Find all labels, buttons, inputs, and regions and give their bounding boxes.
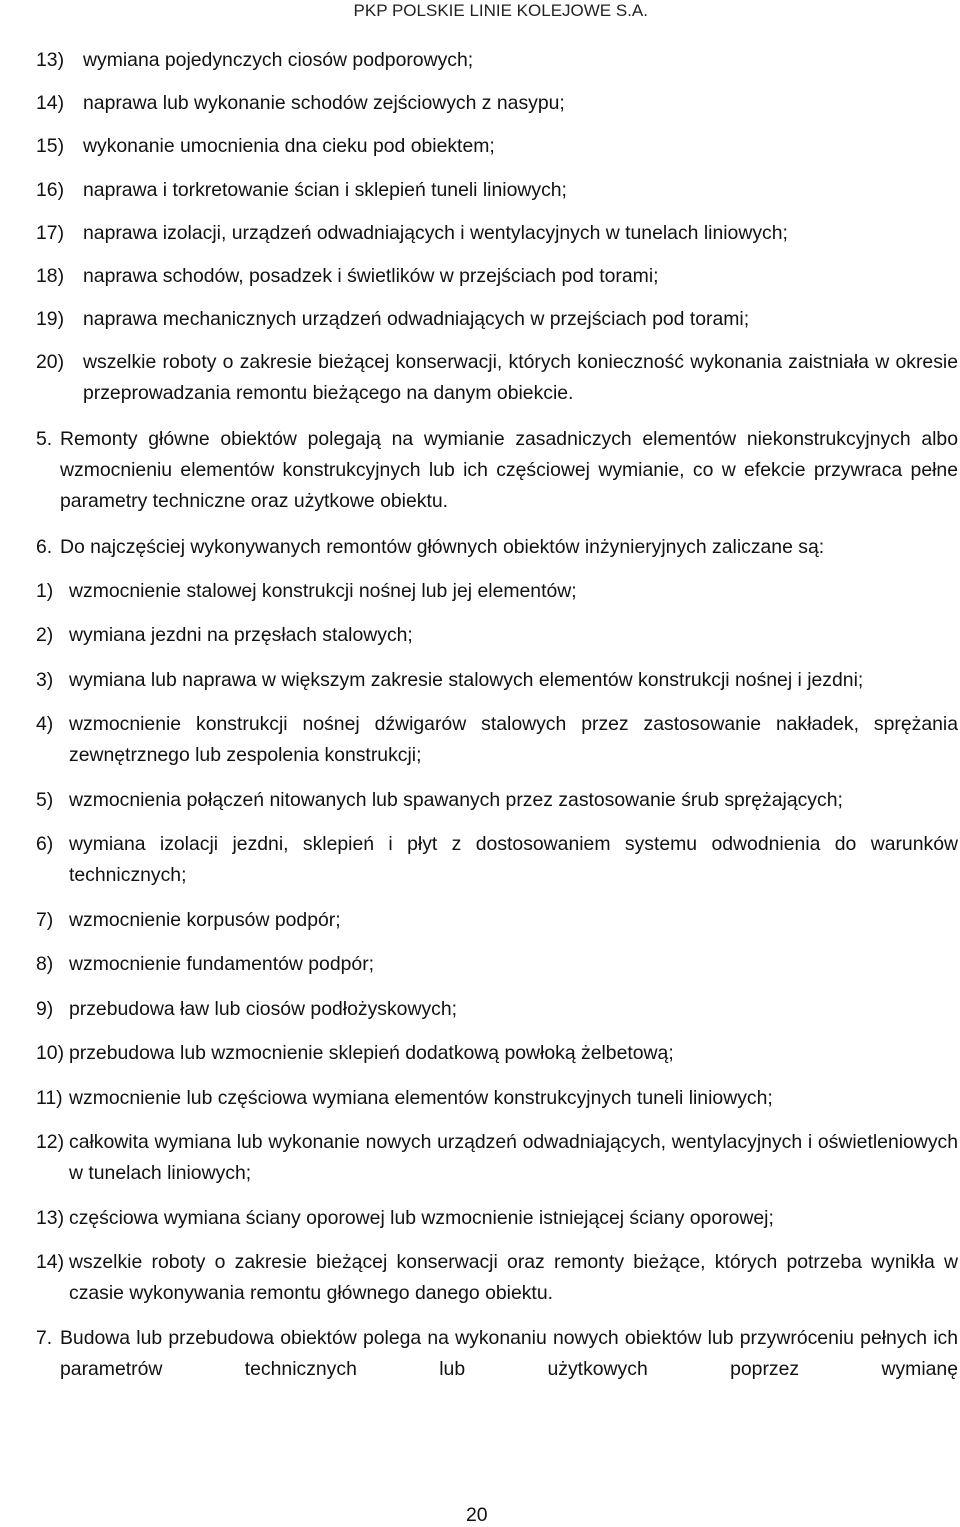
item-text: przebudowa lub wzmocnienie sklepień dodatkową powłoką żelbetową;	[69, 1042, 674, 1064]
list-item	[36, 576, 958, 607]
list-item	[36, 218, 958, 249]
list-item	[36, 905, 958, 936]
item-text: przebudowa ław lub ciosów podłożyskowych;	[69, 997, 458, 1020]
item-text: naprawa izolacji, urządzeń odwadniających i wentylacyjnych w tunelach liniowych;	[83, 221, 788, 244]
item-number: 3)	[36, 668, 54, 691]
list-item	[36, 709, 958, 771]
list-item	[36, 347, 958, 409]
item-number: 12)	[36, 1131, 65, 1153]
section-7	[36, 1323, 958, 1385]
item-text: wzmocnienie lub częściowa wymiana elementów konstrukcyjnych tuneli liniowych;	[69, 1086, 773, 1109]
item-number: 1)	[36, 579, 54, 602]
item-number: 18)	[36, 264, 65, 287]
item-number: 9)	[36, 997, 54, 1020]
list-item	[36, 1203, 958, 1234]
section-number: 6.	[36, 536, 53, 559]
page-number: 20	[466, 1504, 488, 1526]
item-number: 17)	[36, 221, 65, 244]
item-number: 2)	[36, 624, 54, 646]
list-item	[36, 994, 958, 1025]
item-number: 14)	[36, 92, 65, 115]
item-text: wszelkie roboty o zakresie bieżącej konserwacji oraz remonty bieżące, których potrzeba wynikła w czasie wykonywania remontu głównego danego obiektu.	[69, 1251, 958, 1304]
list-item	[36, 304, 958, 335]
item-number: 4)	[36, 713, 54, 735]
item-text: naprawa mechanicznych urządzeń odwadniających w przejściach pod torami;	[83, 308, 750, 331]
item-text: naprawa schodów, posadzek i świetlików w przejściach pod torami;	[83, 264, 659, 287]
item-text: wzmocnienie fundamentów podpór;	[69, 953, 375, 975]
section-number: 7.	[36, 1326, 53, 1349]
item-text: wykonanie umocnienia dna cieku pod obiektem;	[83, 135, 495, 158]
section-text: Remonty główne obiektów polegają na wymianie zasadniczych elementów niekonstrukcyjnych albo wzmocnieniu elementów konstrukcyjnych lub ich częściowej wymianie, co w efekcie przywraca pełne parametry techniczne oraz użytkowe obiektu.	[60, 428, 958, 513]
item-number: 7)	[36, 908, 54, 931]
list-b	[36, 576, 958, 1310]
item-number: 10)	[36, 1042, 65, 1064]
item-number: 6)	[36, 833, 54, 855]
list-item	[36, 665, 958, 696]
item-number: 14)	[36, 1251, 65, 1273]
item-text: wymiana jezdni na przęsłach stalowych;	[69, 624, 413, 646]
list-item	[36, 261, 958, 292]
item-text: wymiana pojedynczych ciosów podporowych;	[83, 49, 474, 71]
item-number: 16)	[36, 178, 65, 201]
item-text: wzmocnienia połączeń nitowanych lub spawanych przez zastosowanie śrub sprężających;	[69, 788, 843, 811]
list-item	[36, 620, 958, 651]
section-6	[36, 532, 958, 563]
item-number: 19)	[36, 308, 65, 331]
list-item	[36, 785, 958, 816]
item-text: naprawa lub wykonanie schodów zejściowych z nasypu;	[83, 92, 565, 115]
list-item	[36, 131, 958, 162]
list-item	[36, 1083, 958, 1114]
item-text: częściowa wymiana ściany oporowej lub wzmocnienie istniejącej ściany oporowej;	[69, 1206, 774, 1229]
item-number: 13)	[36, 49, 65, 71]
list-item	[36, 45, 958, 76]
list-a	[36, 45, 958, 409]
list-item	[36, 949, 958, 980]
item-number: 20)	[36, 351, 65, 374]
item-text: całkowita wymiana lub wykonanie nowych urządzeń odwadniających, wentylacyjnych i oświetleniowych w tunelach liniowych;	[69, 1131, 958, 1184]
list-item	[36, 175, 958, 206]
item-text: wzmocnienie stalowej konstrukcji nośnej lub jej elementów;	[69, 579, 577, 602]
section-text: Budowa lub przebudowa obiektów polega na wykonaniu nowych obiektów lub przywróceniu pełnych ich parametrów technicznych lub użytkowych poprzez wymianę	[60, 1326, 958, 1380]
section-number: 5.	[36, 428, 53, 451]
item-number: 15)	[36, 135, 65, 158]
list-item	[36, 88, 958, 119]
item-number: 8)	[36, 953, 54, 975]
item-text: wszelkie roboty o zakresie bieżącej konserwacji, których konieczność wykonania zaistniała w okresie przeprowadzania remontu bieżącego na danym obiekcie.	[83, 351, 958, 405]
item-number: 11)	[36, 1086, 63, 1109]
item-number: 5)	[36, 788, 54, 811]
item-number: 13)	[36, 1206, 65, 1229]
item-text: wzmocnienie korpusów podpór;	[69, 908, 341, 931]
section-5	[36, 424, 958, 517]
list-item	[36, 829, 958, 891]
page-header: PKP POLSKIE LINIE KOLEJOWE S.A.	[353, 1, 648, 20]
list-item	[36, 1247, 958, 1309]
section-text: Do najczęściej wykonywanych remontów głównych obiektów inżynieryjnych zaliczane są:	[60, 536, 825, 559]
item-text: naprawa i torkretowanie ścian i sklepień tuneli liniowych;	[83, 178, 567, 201]
item-text: wymiana izolacji jezdni, sklepień i płyt z dostosowaniem systemu odwodnienia do warunków technicznych;	[69, 833, 958, 886]
document-body	[36, 45, 958, 1400]
item-text: wymiana lub naprawa w większym zakresie stalowych elementów konstrukcji nośnej i jezdni;	[69, 668, 864, 691]
list-item	[36, 1038, 958, 1069]
item-text: wzmocnienie konstrukcji nośnej dźwigarów stalowych przez zastosowanie nakładek, sprężania zewnętrznego lub zespolenia konstrukcji;	[69, 713, 958, 766]
list-item	[36, 1127, 958, 1189]
